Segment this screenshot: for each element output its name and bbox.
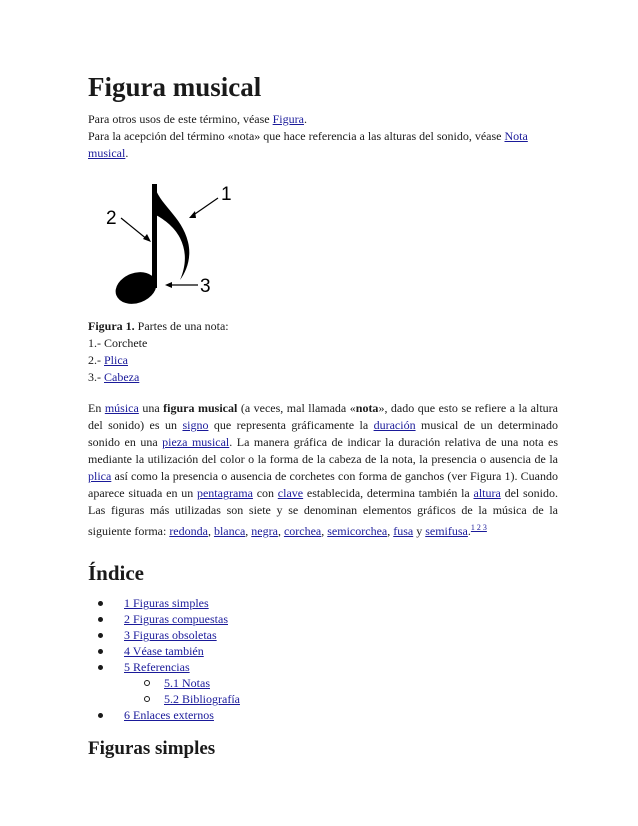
bullet-icon xyxy=(98,601,103,606)
link-musica[interactable]: música xyxy=(104,401,139,416)
text: , xyxy=(245,524,252,539)
link-figura[interactable]: Figura xyxy=(272,112,304,127)
link-corchea[interactable]: corchea xyxy=(283,524,322,539)
link-signo[interactable]: signo xyxy=(182,418,209,433)
label-3: 3 xyxy=(200,276,211,298)
bullet-icon xyxy=(98,665,103,670)
bullet-icon xyxy=(98,713,103,718)
link-cabeza-caption[interactable]: Cabeza xyxy=(104,370,140,385)
arrow-2 xyxy=(121,218,148,240)
article xyxy=(88,72,558,770)
intro-paragraph xyxy=(88,400,558,540)
toc-item xyxy=(88,595,558,611)
link-pentagrama[interactable]: pentagrama xyxy=(196,486,253,501)
note-diagram[interactable] xyxy=(88,172,248,312)
toc-link-figuras-obsoletas[interactable]: 3 Figuras obsoletas xyxy=(124,628,217,643)
toc-link-notas[interactable]: 5.1 Notas xyxy=(164,676,210,691)
caption-label: Figura 1. xyxy=(88,319,135,334)
toc-link-figuras-simples[interactable]: 1 Figuras simples xyxy=(124,596,209,611)
link-duracion[interactable]: duración xyxy=(373,418,416,433)
caption-item-prefix: 2.- xyxy=(88,353,104,368)
label-1: 1 xyxy=(221,184,232,206)
hatnote-text: . xyxy=(303,112,307,127)
text: del sonido. Las figuras más utilizadas son siete y se denominan elementos gráficos de la música de la siguiente forma: xyxy=(88,486,559,539)
section-heading-figuras-simples: Figuras simples xyxy=(88,738,216,760)
text: , xyxy=(277,524,284,539)
figure-caption xyxy=(88,318,558,386)
hatnote xyxy=(88,111,558,162)
text: , xyxy=(207,524,214,539)
link-blanca[interactable]: blanca xyxy=(213,524,246,539)
bullet-icon xyxy=(98,617,103,622)
text: En xyxy=(88,401,105,416)
hatnote-text: . xyxy=(125,146,129,161)
link-redonda[interactable]: redonda xyxy=(169,524,208,539)
toc-item xyxy=(88,643,558,659)
term-nota: nota xyxy=(355,401,379,416)
label-2: 2 xyxy=(106,208,117,230)
caption-item-corchete: Corchete xyxy=(104,336,148,351)
toc-item xyxy=(88,627,558,643)
link-negra[interactable]: negra xyxy=(251,524,278,539)
caption-item-prefix: 1.- xyxy=(88,336,104,351)
text: », dado que esto se refiere a la altura del sonido) es un xyxy=(88,401,558,433)
link-plica-caption[interactable]: Plica xyxy=(104,353,128,368)
text: una xyxy=(138,401,164,416)
text: , xyxy=(321,524,328,539)
text: establecida, determina también la xyxy=(303,486,474,501)
toc-link-bibliografia[interactable]: 5.2 Bibliografía xyxy=(164,692,240,707)
arrowhead-3 xyxy=(165,282,172,288)
page-title: Figura musical xyxy=(88,72,262,102)
text: así como la presencia o ausencia de corchetes con forma de ganchos (ver Figura 1). Cuando aparece situada en un xyxy=(88,469,558,501)
link-semicorchea[interactable]: semicorchea xyxy=(327,524,388,539)
caption-text: Partes de una nota: xyxy=(134,319,229,334)
link-semifusa[interactable]: semifusa xyxy=(425,524,468,539)
circle-bullet-icon xyxy=(144,696,150,702)
note-flag xyxy=(154,184,189,280)
toc-subitem xyxy=(124,691,558,707)
toc-sublist xyxy=(124,675,558,707)
link-fusa[interactable]: fusa xyxy=(393,524,414,539)
toc-link-figuras-compuestas[interactable]: 2 Figuras compuestas xyxy=(124,612,228,627)
term-figura-musical: figura musical xyxy=(163,401,238,416)
link-nota-musical[interactable]: Nota musical xyxy=(88,129,528,161)
eighth-note-image xyxy=(88,172,248,312)
circle-bullet-icon xyxy=(144,680,150,686)
arrowhead-1 xyxy=(189,211,196,218)
toc-subitem xyxy=(124,675,558,691)
text: , xyxy=(387,524,394,539)
table-of-contents xyxy=(88,595,558,723)
text: . xyxy=(467,524,471,539)
text: que representa gráficamente la xyxy=(208,418,374,433)
toc-link-referencias[interactable]: 5 Referencias xyxy=(124,660,190,675)
toc-link-vease-tambien[interactable]: 4 Véase también xyxy=(124,644,204,659)
arrowhead-2 xyxy=(143,234,151,242)
link-altura[interactable]: altura xyxy=(473,486,501,501)
text: musical de un determinado sonido en una xyxy=(88,418,558,450)
bullet-icon xyxy=(98,633,103,638)
reference-links[interactable]: 1 2 3 xyxy=(470,523,487,533)
toc-item xyxy=(88,707,558,723)
toc-heading: Índice xyxy=(88,561,145,586)
text: con xyxy=(252,486,278,501)
caption-item-prefix: 3.- xyxy=(88,370,104,385)
hatnote-text: Para otros usos de este término, véase xyxy=(88,112,273,127)
toc-item xyxy=(88,659,558,707)
arrow-1 xyxy=(192,198,218,216)
toc-item xyxy=(88,611,558,627)
link-clave[interactable]: clave xyxy=(277,486,304,501)
text: . La manera gráfica de indicar la duración relativa de una nota es mediante la utilización del color o la forma de la cabeza de la nota, la presencia o ausencia de la xyxy=(88,435,559,467)
toc-link-enlaces-externos[interactable]: 6 Enlaces externos xyxy=(124,708,214,723)
text: (a veces, mal llamada « xyxy=(237,401,356,416)
link-pieza-musical[interactable]: pieza musical xyxy=(162,435,230,450)
hatnote-text: Para la acepción del término «nota» que hace referencia a las alturas del sonido, véase xyxy=(88,129,505,144)
text: y xyxy=(413,524,426,539)
link-plica[interactable]: plica xyxy=(88,469,112,484)
bullet-icon xyxy=(98,649,103,654)
